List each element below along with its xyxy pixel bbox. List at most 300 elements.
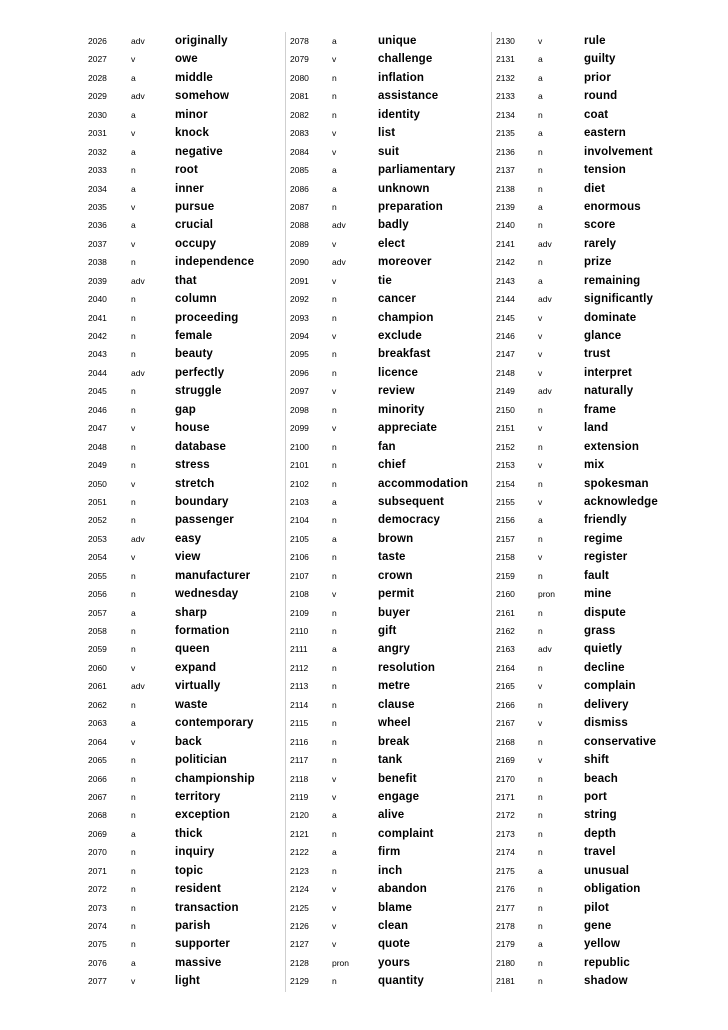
part-of-speech: n — [538, 828, 543, 839]
word-row — [286, 862, 492, 880]
rank-number: 2117 — [290, 755, 309, 766]
part-of-speech: n — [131, 386, 136, 397]
word-row — [78, 382, 283, 400]
part-of-speech: n — [332, 570, 337, 581]
part-of-speech: n — [332, 349, 337, 360]
headword: suit — [378, 145, 400, 158]
headword: complaint — [378, 827, 434, 840]
word-row — [492, 87, 699, 105]
rank-number: 2097 — [290, 386, 309, 397]
rank-number: 2123 — [290, 865, 309, 876]
rank-number: 2108 — [290, 589, 309, 600]
headword: view — [175, 551, 201, 564]
part-of-speech: a — [332, 810, 337, 821]
word-row — [492, 751, 699, 769]
part-of-speech: v — [538, 755, 543, 766]
word-row — [78, 972, 283, 990]
rank-number: 2044 — [88, 367, 107, 378]
headword: crown — [378, 569, 413, 582]
part-of-speech: n — [131, 626, 136, 636]
headword: fault — [584, 569, 610, 582]
part-of-speech: v — [538, 36, 543, 46]
rank-number: 2180 — [496, 957, 515, 968]
part-of-speech: v — [131, 736, 136, 747]
rank-number: 2152 — [496, 441, 515, 452]
part-of-speech: n — [538, 736, 543, 747]
rank-number: 2029 — [88, 91, 107, 102]
word-row — [78, 530, 283, 548]
rank-number: 2048 — [88, 441, 107, 452]
rank-number: 2062 — [88, 699, 107, 710]
headword: mine — [584, 588, 612, 601]
rank-number: 2092 — [290, 294, 309, 305]
rank-number: 2146 — [496, 331, 515, 341]
word-row — [78, 659, 283, 677]
word-row — [78, 917, 283, 935]
rank-number: 2137 — [496, 165, 515, 176]
headword: challenge — [378, 53, 433, 66]
rank-number: 2116 — [290, 736, 309, 747]
headword: transaction — [175, 901, 239, 914]
word-row — [492, 677, 699, 695]
rank-number: 2174 — [496, 847, 515, 858]
word-row — [286, 585, 492, 603]
part-of-speech: a — [538, 72, 543, 83]
rank-number: 2140 — [496, 220, 515, 231]
part-of-speech: n — [332, 91, 337, 102]
rank-number: 2067 — [88, 791, 107, 802]
part-of-speech: v — [538, 312, 543, 323]
rank-number: 2075 — [88, 939, 107, 950]
part-of-speech: a — [131, 146, 136, 157]
headword: resident — [175, 883, 221, 896]
word-row — [492, 456, 699, 474]
part-of-speech: n — [538, 478, 543, 489]
part-of-speech: n — [538, 570, 543, 581]
part-of-speech: n — [538, 902, 543, 913]
part-of-speech: n — [332, 367, 337, 378]
word-row — [286, 677, 492, 695]
rank-number: 2070 — [88, 847, 107, 858]
rank-number: 2103 — [290, 496, 309, 507]
part-of-speech: n — [131, 939, 136, 950]
part-of-speech: a — [131, 828, 136, 839]
rank-number: 2177 — [496, 902, 515, 913]
word-row — [286, 751, 492, 769]
part-of-speech: n — [131, 810, 136, 821]
headword: elect — [378, 237, 405, 250]
word-row — [286, 290, 492, 308]
headword: inflation — [378, 71, 425, 84]
rank-number: 2056 — [88, 589, 107, 600]
part-of-speech: v — [332, 238, 337, 249]
headword: dispute — [584, 606, 626, 619]
rank-number: 2122 — [290, 847, 309, 858]
word-row — [286, 511, 492, 529]
part-of-speech: v — [332, 884, 337, 895]
headword: gap — [175, 403, 196, 416]
headword: angry — [378, 643, 411, 656]
part-of-speech: v — [538, 460, 543, 471]
word-row — [78, 419, 283, 437]
rank-number: 2139 — [496, 201, 515, 212]
part-of-speech: adv — [538, 294, 552, 305]
word-row — [78, 475, 283, 493]
part-of-speech: a — [131, 957, 136, 968]
part-of-speech: v — [538, 331, 543, 341]
rank-number: 2037 — [88, 238, 107, 249]
rank-number: 2077 — [88, 976, 107, 987]
rank-number: 2172 — [496, 810, 515, 821]
rank-number: 2145 — [496, 312, 515, 323]
rank-number: 2079 — [290, 54, 309, 65]
word-row — [78, 640, 283, 658]
word-row — [492, 935, 699, 953]
rank-number: 2068 — [88, 810, 107, 821]
part-of-speech: n — [332, 404, 337, 415]
part-of-speech: n — [332, 976, 337, 987]
headword: exception — [175, 809, 231, 822]
word-row — [286, 714, 492, 732]
part-of-speech: v — [332, 589, 337, 600]
headword: supporter — [175, 938, 231, 951]
headword: dominate — [584, 311, 637, 324]
part-of-speech: n — [332, 626, 337, 636]
rank-number: 2148 — [496, 367, 515, 378]
headword: coat — [584, 108, 609, 121]
headword: abandon — [378, 883, 427, 896]
word-row — [78, 216, 283, 234]
word-row — [492, 401, 699, 419]
word-row — [492, 143, 699, 161]
word-row — [492, 917, 699, 935]
word-row — [492, 567, 699, 585]
rank-number: 2114 — [290, 699, 309, 710]
part-of-speech: n — [131, 902, 136, 913]
rank-number: 2163 — [496, 644, 515, 655]
word-row — [78, 50, 283, 68]
part-of-speech: v — [332, 939, 337, 950]
word-row — [492, 770, 699, 788]
word-row — [78, 788, 283, 806]
rank-number: 2113 — [290, 681, 309, 692]
part-of-speech: n — [332, 312, 337, 323]
headword: decline — [584, 661, 625, 674]
part-of-speech: n — [538, 884, 543, 895]
part-of-speech: n — [538, 404, 543, 415]
headword: identity — [378, 108, 421, 121]
headword: root — [175, 164, 198, 177]
word-row — [492, 511, 699, 529]
rank-number: 2087 — [290, 201, 309, 212]
word-row — [78, 198, 283, 216]
rank-number: 2149 — [496, 386, 515, 397]
rank-number: 2050 — [88, 478, 107, 489]
part-of-speech: n — [538, 810, 543, 821]
headword: female — [175, 330, 213, 342]
headword: struggle — [175, 385, 222, 398]
headword: moreover — [378, 256, 432, 269]
part-of-speech: v — [332, 54, 337, 65]
part-of-speech: n — [332, 865, 337, 876]
word-row — [78, 124, 283, 142]
part-of-speech: n — [538, 146, 543, 157]
word-row — [492, 345, 699, 363]
word-row — [286, 972, 492, 990]
rank-number: 2034 — [88, 183, 107, 194]
part-of-speech: adv — [131, 36, 145, 46]
word-row — [286, 604, 492, 622]
part-of-speech: n — [332, 607, 337, 618]
part-of-speech: n — [332, 736, 337, 747]
part-of-speech: n — [131, 331, 136, 341]
rank-number: 2136 — [496, 146, 515, 157]
word-row — [286, 806, 492, 824]
headword: originally — [175, 35, 228, 47]
headword: quietly — [584, 643, 623, 656]
word-row — [492, 530, 699, 548]
rank-number: 2151 — [496, 423, 515, 434]
headword: guilty — [584, 53, 616, 66]
headword: quantity — [378, 975, 424, 988]
part-of-speech: a — [131, 109, 136, 120]
part-of-speech: n — [332, 718, 337, 729]
part-of-speech: n — [131, 441, 136, 452]
part-of-speech: n — [538, 109, 543, 120]
word-row — [286, 696, 492, 714]
part-of-speech: adv — [131, 681, 145, 692]
rank-number: 2081 — [290, 91, 309, 102]
headword: complain — [584, 680, 636, 693]
part-of-speech: a — [332, 165, 337, 176]
headword: breakfast — [378, 348, 431, 361]
headword: politician — [175, 754, 227, 767]
word-row — [492, 180, 699, 198]
rank-number: 2047 — [88, 423, 107, 434]
headword: licence — [378, 366, 419, 379]
word-row — [492, 124, 699, 142]
word-row — [286, 880, 492, 898]
word-row — [492, 954, 699, 972]
headword: republic — [584, 956, 630, 969]
word-row — [78, 880, 283, 898]
rank-number: 2166 — [496, 699, 515, 710]
word-row — [78, 567, 283, 585]
word-row — [286, 843, 492, 861]
part-of-speech: n — [538, 976, 543, 987]
word-row — [286, 143, 492, 161]
rank-number: 2032 — [88, 146, 107, 157]
part-of-speech: n — [538, 257, 543, 268]
rank-number: 2176 — [496, 884, 515, 895]
part-of-speech: adv — [131, 533, 145, 544]
part-of-speech: v — [131, 662, 136, 673]
part-of-speech: adv — [332, 257, 346, 268]
rank-number: 2046 — [88, 404, 107, 415]
part-of-speech: v — [131, 423, 136, 434]
part-of-speech: n — [131, 589, 136, 600]
rank-number: 2171 — [496, 791, 515, 802]
rank-number: 2043 — [88, 349, 107, 360]
word-row — [78, 253, 283, 271]
rank-number: 2094 — [290, 331, 309, 341]
rank-number: 2110 — [290, 626, 309, 636]
part-of-speech: a — [131, 220, 136, 231]
word-row — [286, 327, 492, 345]
rank-number: 2147 — [496, 349, 515, 360]
rank-number: 2160 — [496, 589, 515, 600]
part-of-speech: v — [131, 478, 136, 489]
rank-number: 2161 — [496, 607, 515, 618]
headword: boundary — [175, 495, 229, 508]
headword: obligation — [584, 883, 641, 896]
word-row — [78, 345, 283, 363]
headword: wheel — [378, 717, 411, 730]
headword: diet — [584, 182, 606, 195]
headword: extension — [584, 440, 640, 453]
word-row — [492, 825, 699, 843]
headword: gift — [378, 625, 397, 637]
word-row — [78, 456, 283, 474]
part-of-speech: v — [131, 238, 136, 249]
rank-number: 2057 — [88, 607, 107, 618]
word-row — [492, 198, 699, 216]
rank-number: 2120 — [290, 810, 309, 821]
part-of-speech: a — [332, 496, 337, 507]
part-of-speech: v — [332, 275, 337, 286]
part-of-speech: n — [131, 294, 136, 305]
word-row — [286, 493, 492, 511]
rank-number: 2049 — [88, 460, 107, 471]
rank-number: 2181 — [496, 976, 515, 987]
headword: unknown — [378, 182, 430, 195]
rank-number: 2101 — [290, 460, 309, 471]
word-row — [78, 806, 283, 824]
part-of-speech: n — [538, 921, 543, 931]
rank-number: 2164 — [496, 662, 515, 673]
word-row — [492, 880, 699, 898]
rank-number: 2157 — [496, 533, 515, 544]
part-of-speech: n — [332, 552, 337, 563]
word-row — [286, 548, 492, 566]
word-row — [286, 382, 492, 400]
rank-number: 2154 — [496, 478, 515, 489]
word-row — [286, 216, 492, 234]
word-row — [492, 327, 699, 345]
headword: knock — [175, 127, 209, 140]
rank-number: 2134 — [496, 109, 515, 120]
part-of-speech: n — [538, 441, 543, 452]
word-row — [492, 253, 699, 271]
word-row — [492, 640, 699, 658]
rank-number: 2121 — [290, 828, 309, 839]
word-row — [78, 954, 283, 972]
part-of-speech: n — [538, 533, 543, 544]
rank-number: 2144 — [496, 294, 515, 305]
word-column-2 — [285, 32, 492, 992]
word-row — [78, 511, 283, 529]
rank-number: 2035 — [88, 201, 107, 212]
rank-number: 2130 — [496, 36, 515, 46]
part-of-speech: n — [538, 165, 543, 176]
headword: beach — [584, 772, 618, 785]
rank-number: 2158 — [496, 552, 515, 563]
part-of-speech: v — [332, 921, 337, 931]
word-row — [492, 419, 699, 437]
part-of-speech: v — [332, 902, 337, 913]
part-of-speech: n — [131, 496, 136, 507]
headword: blame — [378, 901, 412, 914]
part-of-speech: a — [131, 718, 136, 729]
headword: champion — [378, 311, 434, 324]
headword: tension — [584, 164, 626, 177]
part-of-speech: n — [538, 626, 543, 636]
headword: travel — [584, 846, 616, 859]
headword: rarely — [584, 237, 617, 250]
part-of-speech: n — [538, 607, 543, 618]
part-of-speech: adv — [538, 386, 552, 397]
word-row — [492, 972, 699, 990]
word-row — [492, 272, 699, 290]
rank-number: 2080 — [290, 72, 309, 83]
part-of-speech: v — [131, 201, 136, 212]
headword: score — [584, 219, 616, 232]
headword: house — [175, 422, 210, 435]
word-row — [492, 862, 699, 880]
headword: database — [175, 440, 227, 453]
headword: rule — [584, 35, 606, 47]
word-row — [286, 345, 492, 363]
headword: enormous — [584, 200, 641, 213]
word-row — [78, 143, 283, 161]
part-of-speech: pron — [332, 957, 350, 968]
headword: contemporary — [175, 717, 254, 730]
word-row — [286, 825, 492, 843]
part-of-speech: v — [538, 681, 543, 692]
word-row — [286, 917, 492, 935]
part-of-speech: n — [332, 72, 337, 83]
part-of-speech: v — [131, 128, 136, 139]
headword: fan — [378, 440, 396, 453]
rank-number: 2141 — [496, 238, 515, 249]
word-row — [492, 585, 699, 603]
part-of-speech: n — [538, 699, 543, 710]
word-row — [78, 327, 283, 345]
word-row — [286, 419, 492, 437]
part-of-speech: a — [332, 644, 337, 655]
rank-number: 2059 — [88, 644, 107, 655]
word-row — [492, 364, 699, 382]
headword: badly — [378, 219, 409, 232]
headword: passenger — [175, 514, 234, 527]
rank-number: 2125 — [290, 902, 309, 913]
word-row — [286, 788, 492, 806]
part-of-speech: n — [131, 312, 136, 323]
rank-number: 2071 — [88, 865, 107, 876]
headword: review — [378, 385, 415, 398]
rank-number: 2090 — [290, 257, 309, 268]
part-of-speech: v — [332, 423, 337, 434]
headword: light — [175, 975, 201, 988]
headword: firm — [378, 846, 401, 859]
part-of-speech: a — [538, 515, 543, 526]
part-of-speech: n — [332, 828, 337, 839]
word-row — [492, 161, 699, 179]
headword: depth — [584, 827, 617, 840]
rank-number: 2178 — [496, 921, 515, 931]
headword: register — [584, 551, 628, 564]
headword: appreciate — [378, 422, 438, 435]
